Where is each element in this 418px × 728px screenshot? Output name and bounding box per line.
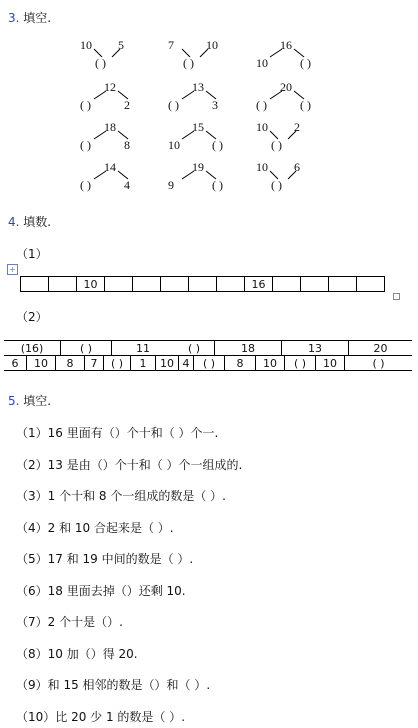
number-bond-11 — [168, 160, 248, 200]
cell: ( ) — [174, 341, 215, 355]
bond-left: 10 — [256, 56, 268, 70]
number-bond-1 — [80, 38, 160, 78]
decompose-cell: 8 — [225, 356, 256, 371]
decompose-bottom-row — [4, 356, 412, 371]
bond-top: 10 — [256, 160, 268, 174]
bond-top: 10 — [80, 38, 92, 52]
bond-top: 16 — [280, 38, 292, 52]
number-line-cell — [21, 277, 49, 292]
decompose-cell: ( ) — [372, 356, 385, 370]
bond-right: ( ) — [271, 138, 282, 152]
bond-right: ( ) — [183, 56, 194, 70]
bond-top: 12 — [104, 80, 116, 94]
number-line-cell — [217, 277, 245, 292]
bond-top: 19 — [192, 160, 204, 174]
decompose-cell: 1 — [131, 356, 156, 371]
bond-lines — [168, 80, 248, 120]
bond-right: ( ) — [212, 138, 223, 152]
bond-right: 3 — [212, 98, 218, 112]
number-bond-3 — [256, 38, 336, 78]
q5-heading — [8, 392, 51, 409]
q4-title: 填数. — [23, 215, 52, 229]
bond-right: ( ) — [300, 56, 311, 70]
bond-left: 6 — [294, 160, 300, 174]
cell: 18 — [215, 341, 282, 355]
q5-item-6: （6）18 里面去掉（）还剩 10. — [16, 583, 186, 598]
q5-title: 填空. — [23, 394, 52, 408]
bond-right: ( ) — [212, 178, 223, 192]
bond-lines — [80, 160, 160, 200]
number-line-cell — [357, 277, 385, 292]
decompose-cell: ( ) — [104, 356, 131, 371]
q5-item-10: （10）比 20 少 1 的数是（ ）. — [16, 709, 186, 724]
decompose-cell: 10 — [316, 356, 345, 371]
decompose-cell: 6 — [4, 356, 27, 371]
bond-lines — [168, 160, 248, 200]
bond-top: 13 — [192, 80, 204, 94]
bond-lines — [256, 38, 336, 78]
q5-item-7: （7）2 个十是（）. — [16, 615, 123, 629]
bond-top: 18 — [104, 120, 116, 134]
bond-top: 15 — [192, 120, 204, 134]
bond-left: 10 — [206, 38, 218, 52]
number-line-cell: 16 — [245, 277, 273, 292]
q5-item-9: （9）和 15 相邻的数是（）和（ ）. — [16, 678, 211, 692]
cell: (16) — [4, 341, 61, 355]
table-move-handle-icon[interactable]: + — [7, 264, 18, 275]
q5-item-3: （3）1 个十和 8 个一组成的数是（ ）. — [16, 489, 226, 503]
number-bond-2 — [168, 38, 248, 78]
bond-left: ( ) — [80, 138, 91, 152]
number-bond-6 — [256, 80, 336, 120]
number-bond-7 — [80, 120, 160, 160]
number-line-row — [21, 277, 385, 292]
cell: ( ) — [61, 341, 112, 355]
bond-top: 7 — [168, 38, 174, 52]
number-line-cell: 10 — [77, 277, 105, 292]
bond-right: ( ) — [95, 56, 106, 70]
q4-part2-label: （2） — [16, 310, 48, 324]
decompose-cell: 7 — [85, 356, 104, 371]
bond-right: 8 — [124, 138, 130, 152]
bond-left: ( ) — [168, 98, 179, 112]
bond-left: 10 — [168, 138, 180, 152]
number-line-cell — [161, 277, 189, 292]
number-bond-4 — [80, 80, 160, 120]
number-bond-8 — [168, 120, 248, 160]
number-line-cell — [189, 277, 217, 292]
decompose-cell: ( ) — [194, 356, 225, 371]
q5-item-4: （4）2 和 10 合起来是（ ）. — [16, 520, 174, 535]
bond-left: 9 — [168, 178, 174, 192]
cell: 20 — [373, 341, 388, 355]
decompose-bottom-table — [4, 355, 412, 370]
q5-item-8: （8）10 加（）得 20. — [16, 646, 138, 661]
decompose-table — [4, 340, 412, 371]
bond-left: ( ) — [80, 178, 91, 192]
bond-right: ( ) — [300, 98, 311, 112]
decompose-cell: 10 — [156, 356, 179, 371]
number-line-cell — [133, 277, 161, 292]
bond-top: 20 — [280, 80, 292, 94]
bond-lines — [80, 120, 160, 160]
number-bond-9 — [256, 120, 336, 160]
q3-heading — [8, 9, 51, 26]
decompose-cell: 4 — [179, 356, 194, 371]
bond-right: ( ) — [271, 178, 282, 192]
q5-item-2: （2）13 是由（）个十和（ ）个一组成的. — [16, 457, 243, 472]
table-resize-handle[interactable] — [393, 293, 400, 300]
q4-heading — [8, 213, 51, 230]
decompose-cell: 10 — [256, 356, 285, 371]
bond-left: ( ) — [80, 98, 91, 112]
number-line-cell — [105, 277, 133, 292]
q3-number: 3. — [8, 11, 20, 25]
bond-right: 4 — [124, 178, 130, 192]
bond-left: 5 — [118, 38, 124, 52]
cell: 11 — [136, 341, 150, 355]
bond-left: 2 — [294, 120, 300, 134]
number-line-table — [20, 276, 385, 292]
q4-part1-label: （1） — [16, 247, 48, 261]
number-line-cell — [329, 277, 357, 292]
q5-item-5: （5）17 和 19 中间的数是（ ）. — [16, 552, 194, 566]
bond-right: 2 — [124, 98, 130, 112]
bond-left: ( ) — [256, 98, 267, 112]
bond-top: 10 — [256, 120, 268, 134]
q5-number: 5. — [8, 394, 20, 408]
bond-lines — [256, 80, 336, 120]
number-bond-10 — [80, 160, 160, 200]
decompose-cell: 8 — [56, 356, 85, 371]
q4-number: 4. — [8, 215, 20, 229]
number-line-cell — [273, 277, 301, 292]
number-bond-12 — [256, 160, 336, 200]
decompose-top-row — [4, 341, 412, 355]
number-bond-5 — [168, 80, 248, 120]
q5-item-1: （1）16 里面有（）个十和（ ）个一. — [16, 426, 219, 440]
q3-title: 填空. — [23, 11, 52, 25]
bond-lines — [80, 80, 160, 120]
cell: 13 — [282, 341, 349, 355]
number-line-cell — [49, 277, 77, 292]
decompose-cell: ( ) — [285, 356, 316, 371]
bond-top: 14 — [104, 160, 116, 174]
bond-lines — [168, 120, 248, 160]
number-line-cell — [301, 277, 329, 292]
decompose-cell: 10 — [27, 356, 56, 371]
decompose-table-inner — [4, 341, 412, 355]
